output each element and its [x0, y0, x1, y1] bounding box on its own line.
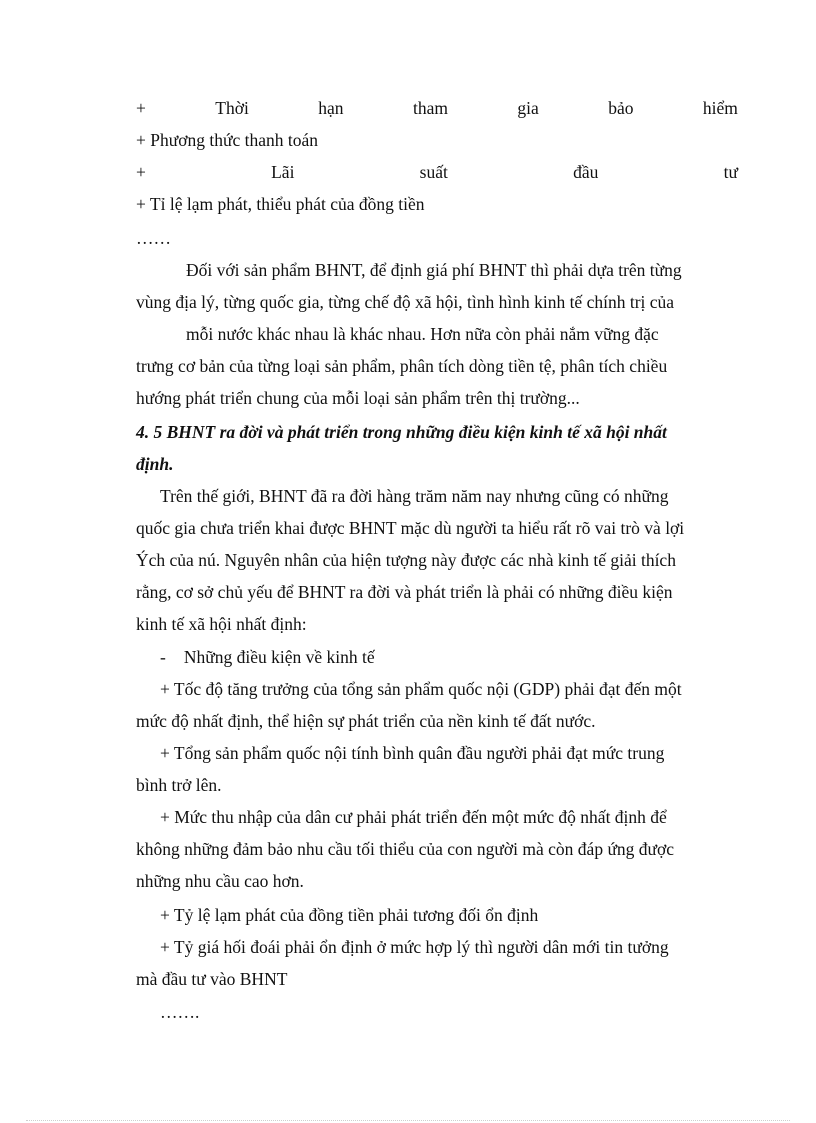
bullet-item-economic-conditions: [160, 645, 738, 669]
list-item-interest-rate: [136, 160, 738, 184]
ellipsis: …….: [160, 1002, 200, 1022]
paragraph-line: Ých của nú. Nguyên nhân của hiện tượng này được các nhà kinh tế giải thích: [136, 550, 676, 570]
paragraph-line: Trên thế giới, BHNT đã ra đời hàng trăm năm nay nhưng cũng có những: [160, 486, 669, 506]
list-item-participation-term: [136, 96, 738, 120]
word: Thời: [215, 98, 249, 118]
bullet-text: Những điều kiện về kinh tế: [183, 647, 375, 667]
condition-income-cont: những nhu cầu cao hơn.: [136, 871, 304, 891]
paragraph-line: Đối với sản phẩm BHNT, để định giá phí BHNT thì phải dựa trên từng: [186, 260, 682, 280]
word: bảo: [608, 98, 634, 118]
page-bottom-rule: [26, 1120, 790, 1121]
condition-exchange-rate: + Tỷ giá hối đoái phải ổn định ở mức hợp lý thì người dân mới tin tưởng: [160, 937, 669, 957]
word: tham: [412, 98, 448, 118]
word: hạn: [318, 98, 344, 118]
paragraph-line: kinh tế xã hội nhất định:: [136, 614, 307, 634]
section-heading-continued: định.: [136, 454, 174, 474]
condition-gdp-per-capita: + Tổng sản phẩm quốc nội tính bình quân đầu người phải đạt mức trung: [160, 743, 665, 763]
word: gia: [517, 98, 539, 118]
paragraph-line: vùng địa lý, từng quốc gia, từng chế độ xã hội, tình hình kinh tế chính trị của: [136, 292, 675, 312]
ellipsis: ……: [136, 228, 171, 248]
condition-gdp-per-capita-cont: bình trở lên.: [136, 775, 222, 795]
condition-income-cont: không những đảm bảo nhu cầu tối thiểu của con người mà còn đáp ứng được: [136, 839, 675, 859]
word: tư: [723, 162, 738, 182]
paragraph-line: hướng phát triển chung của mỗi loại sản phẩm trên thị trường...: [136, 388, 580, 408]
word: hiểm: [702, 98, 738, 118]
word: đầu: [573, 162, 599, 182]
condition-exchange-rate-cont: mà đầu tư vào BHNT: [136, 969, 288, 989]
paragraph-line: mỗi nước khác nhau là khác nhau. Hơn nữa còn phải nắm vững đặc: [186, 324, 659, 344]
dash-marker: -: [160, 647, 166, 667]
word: suất: [419, 162, 448, 182]
plus-marker: +: [136, 162, 146, 182]
word: Lãi: [271, 162, 295, 182]
list-item-payment-method: + Phương thức thanh toán: [136, 130, 318, 150]
paragraph-line: quốc gia chưa triển khai được BHNT mặc dù người ta hiểu rất rõ vai trò và lợi: [136, 518, 685, 538]
plus-marker: +: [136, 98, 146, 118]
condition-inflation: + Tỷ lệ lạm phát của đồng tiền phải tương đối ổn định: [160, 905, 539, 925]
list-item-inflation-rate: + Tỉ lệ lạm phát, thiểu phát của đồng tiền: [136, 194, 425, 214]
paragraph-line: rằng, cơ sở chủ yếu để BHNT ra đời và phát triển là phải có những điều kiện: [136, 582, 673, 602]
condition-gdp-growth: + Tốc độ tăng trưởng của tổng sản phẩm quốc nội (GDP) phải đạt đến một: [160, 679, 682, 699]
section-heading: 4. 5 BHNT ra đời và phát triển trong những điều kiện kinh tế xã hội nhất: [136, 422, 667, 442]
paragraph-line: trưng cơ bản của từng loại sản phẩm, phân tích dòng tiền tệ, phân tích chiều: [136, 356, 668, 376]
condition-gdp-growth-cont: mức độ nhất định, thể hiện sự phát triển của nền kinh tế đất nước.: [136, 711, 596, 731]
condition-income: + Mức thu nhập của dân cư phải phát triển đến một mức độ nhất định để: [160, 807, 667, 827]
